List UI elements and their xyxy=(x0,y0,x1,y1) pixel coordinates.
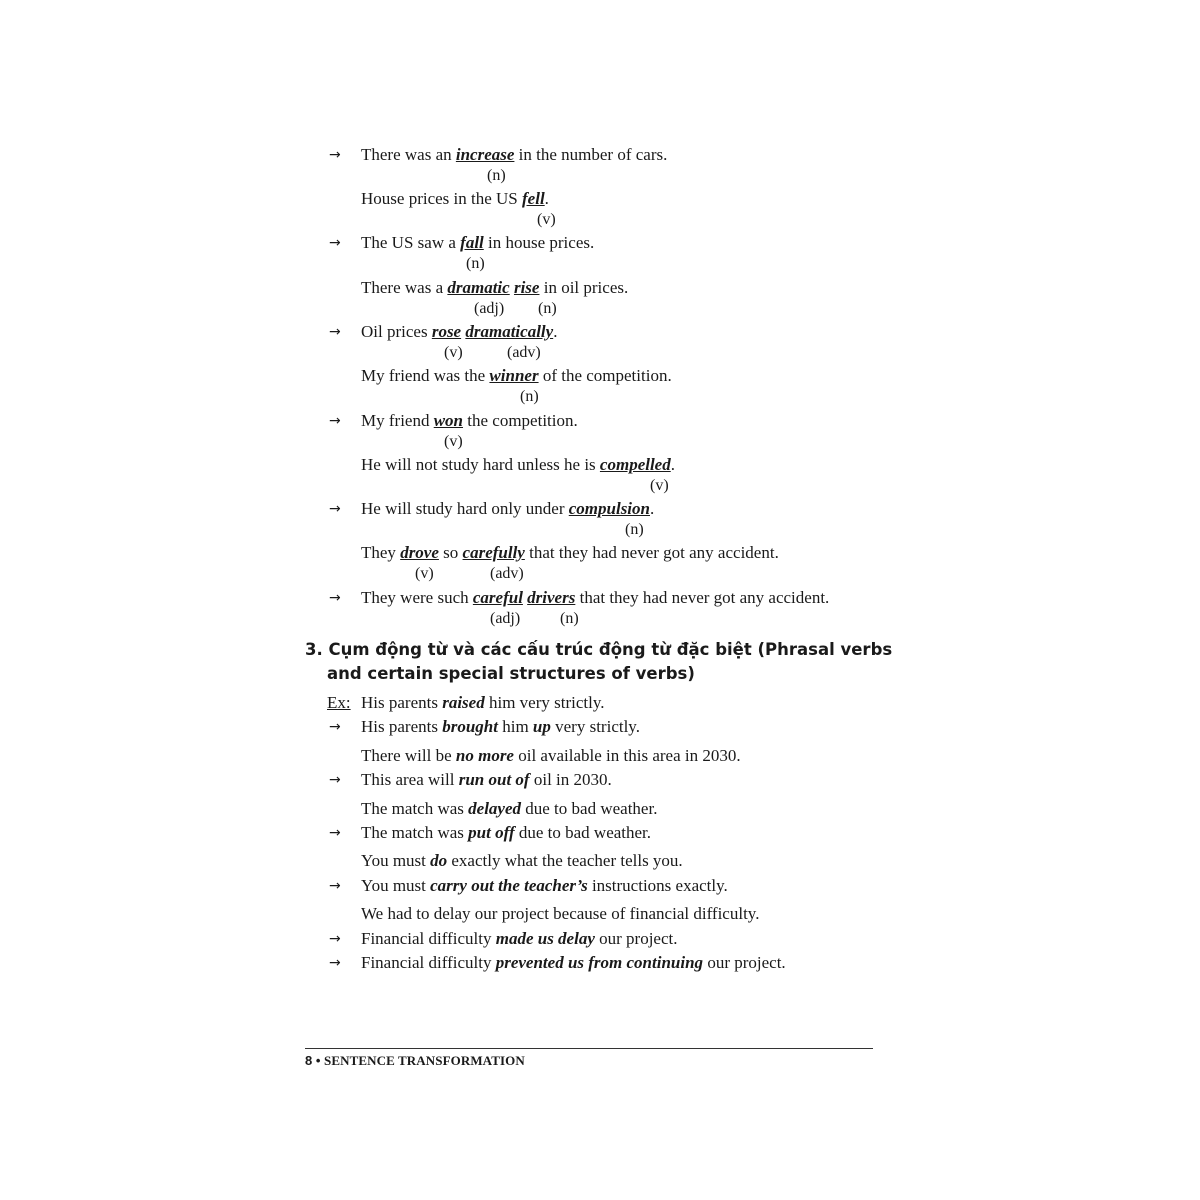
pos-label: (adj) xyxy=(474,300,505,317)
arrow-icon: → xyxy=(329,235,341,251)
pos-label: (v) xyxy=(415,565,434,582)
arrow-icon: → xyxy=(329,590,341,606)
sentence-line: He will study hard only under compulsion. xyxy=(361,499,655,518)
pos-label: (n) xyxy=(487,167,506,184)
sentence-line: My friend won the competition. xyxy=(361,411,578,430)
sentence-line: Financial difficulty made us delay our project. xyxy=(361,929,678,948)
arrow-icon: → xyxy=(329,955,341,971)
sentence-line: There was a dramatic rise in oil prices. xyxy=(361,278,629,297)
arrow-icon: → xyxy=(329,501,341,517)
sentence-line: The match was put off due to bad weather. xyxy=(361,823,652,842)
sentence-line: We had to delay our project because of financial difficulty. xyxy=(361,904,760,923)
sentence-line: There will be no more oil available in this area in 2030. xyxy=(361,746,741,765)
sentence-line: Financial difficulty prevented us from continuing our project. xyxy=(361,953,786,972)
sentence-line: There was an increase in the number of cars. xyxy=(361,145,668,164)
section-heading: 3. Cụm động từ và các cấu trúc động từ đặc biệt (Phrasal verbs xyxy=(305,640,893,659)
arrow-icon: → xyxy=(329,324,341,340)
pos-label: (v) xyxy=(444,344,463,361)
pos-label: (v) xyxy=(444,433,463,450)
sentence-line: His parents brought him up very strictly. xyxy=(361,717,640,736)
pos-label: (adj) xyxy=(490,610,521,627)
sentence-line: House prices in the US fell. xyxy=(361,189,549,208)
sentence-line: The US saw a fall in house prices. xyxy=(361,233,595,252)
sentence-line: He will not study hard unless he is compelled. xyxy=(361,455,675,474)
sentence-line: My friend was the winner of the competition. xyxy=(361,366,672,385)
sentence-line: They were such careful drivers that they had never got any accident. xyxy=(361,588,830,607)
arrow-icon: → xyxy=(329,878,341,894)
sentence-line: His parents raised him very strictly. xyxy=(361,693,605,712)
example-label: Ex: xyxy=(327,693,351,712)
sentence-line: You must carry out the teacher’s instructions exactly. xyxy=(361,876,728,895)
page-number: 8 xyxy=(305,1053,313,1068)
arrow-icon: → xyxy=(329,772,341,788)
pos-label: (n) xyxy=(538,300,557,317)
sentence-line: You must do exactly what the teacher tells you. xyxy=(361,851,683,870)
sentence-line: Oil prices rose dramatically. xyxy=(361,322,558,341)
arrow-icon: → xyxy=(329,825,341,841)
pos-label: (adv) xyxy=(507,344,541,361)
footer-divider xyxy=(305,1048,873,1049)
arrow-icon: → xyxy=(329,413,341,429)
arrow-icon: → xyxy=(329,931,341,947)
sentence-line: The match was delayed due to bad weather. xyxy=(361,799,658,818)
sentence-line: This area will run out of oil in 2030. xyxy=(361,770,612,789)
arrow-icon: → xyxy=(329,719,341,735)
pos-label: (n) xyxy=(625,521,644,538)
arrow-icon: → xyxy=(329,147,341,163)
footer-separator: • xyxy=(312,1053,325,1068)
pos-label: (n) xyxy=(520,388,539,405)
pos-label: (n) xyxy=(560,610,579,627)
page-footer xyxy=(305,1053,525,1069)
section-heading-continued: and certain special structures of verbs) xyxy=(327,664,695,683)
pos-label: (v) xyxy=(537,211,556,228)
pos-label: (v) xyxy=(650,477,669,494)
pos-label: (adv) xyxy=(490,565,524,582)
book-title: SENTENCE TRANSFORMATION xyxy=(324,1053,525,1068)
sentence-line: They drove so carefully that they had never got any accident. xyxy=(361,543,779,562)
pos-label: (n) xyxy=(466,255,485,272)
